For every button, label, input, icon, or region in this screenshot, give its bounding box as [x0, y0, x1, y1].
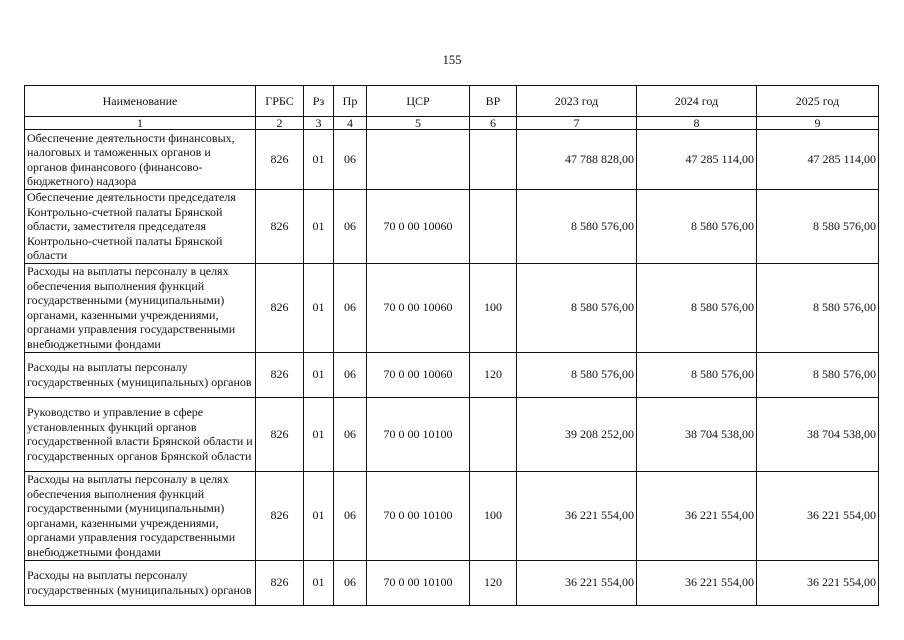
row-amount-2024: 36 221 554,00: [637, 560, 757, 605]
row-name: Обеспечение деятельности председателя Контрольно-счетной палаты Брянской области, заместителя председателя Контрольно-счетной палаты Брянской области: [25, 190, 256, 264]
row-vr: 100: [470, 263, 517, 352]
row-vr: 100: [470, 471, 517, 560]
row-vr: [470, 190, 517, 264]
page-number: 155: [442, 53, 462, 67]
row-grbs: 826: [256, 130, 304, 190]
row-amount-2025: 8 580 576,00: [757, 263, 879, 352]
row-amount-2023: 8 580 576,00: [517, 352, 637, 397]
row-amount-2023: 47 788 828,00: [517, 130, 637, 190]
row-rz: 01: [304, 190, 334, 264]
table-row: [25, 263, 879, 352]
column-number: 9: [757, 117, 879, 130]
row-name: Расходы на выплаты персоналу в целях обеспечения выполнения функций государственными (муниципальными) органами, казенными учреждениями, органами управления государственными внебюджетными фондами: [25, 263, 256, 352]
row-pr: 06: [334, 471, 367, 560]
row-csr: 70 0 00 10100: [367, 397, 470, 471]
column-number: 1: [25, 117, 256, 130]
row-amount-2025: 8 580 576,00: [757, 352, 879, 397]
row-rz: 01: [304, 397, 334, 471]
row-csr: 70 0 00 10100: [367, 560, 470, 605]
column-number: 5: [367, 117, 470, 130]
row-amount-2024: 8 580 576,00: [637, 263, 757, 352]
row-amount-2023: 8 580 576,00: [517, 263, 637, 352]
row-pr: 06: [334, 130, 367, 190]
row-grbs: 826: [256, 397, 304, 471]
row-amount-2023: 36 221 554,00: [517, 471, 637, 560]
row-grbs: 826: [256, 471, 304, 560]
table-row: [25, 471, 879, 560]
row-name: Расходы на выплаты персоналу государственных (муниципальных) органов: [25, 352, 256, 397]
row-rz: 01: [304, 263, 334, 352]
row-amount-2024: 38 704 538,00: [637, 397, 757, 471]
row-amount-2025: 47 285 114,00: [757, 130, 879, 190]
row-csr: 70 0 00 10060: [367, 190, 470, 264]
row-rz: 01: [304, 560, 334, 605]
table-row: [25, 397, 879, 471]
header-2023: 2023 год: [517, 86, 637, 117]
table-row: [25, 190, 879, 264]
row-pr: 06: [334, 190, 367, 264]
row-amount-2023: 36 221 554,00: [517, 560, 637, 605]
header-row: [25, 86, 879, 117]
row-amount-2025: 36 221 554,00: [757, 471, 879, 560]
row-csr: 70 0 00 10060: [367, 263, 470, 352]
row-vr: 120: [470, 560, 517, 605]
row-amount-2024: 36 221 554,00: [637, 471, 757, 560]
row-pr: 06: [334, 560, 367, 605]
column-number: 6: [470, 117, 517, 130]
row-amount-2024: 8 580 576,00: [637, 352, 757, 397]
row-grbs: 826: [256, 190, 304, 264]
row-amount-2024: 47 285 114,00: [637, 130, 757, 190]
row-amount-2024: 8 580 576,00: [637, 190, 757, 264]
row-pr: 06: [334, 352, 367, 397]
table-row: [25, 352, 879, 397]
row-amount-2025: 38 704 538,00: [757, 397, 879, 471]
row-grbs: 826: [256, 263, 304, 352]
header-2024: 2024 год: [637, 86, 757, 117]
row-pr: 06: [334, 263, 367, 352]
row-name: Руководство и управление в сфере установленных функций органов государственной власти Брянской области и государственных органов Брянской области: [25, 397, 256, 471]
row-grbs: 826: [256, 352, 304, 397]
row-amount-2023: 8 580 576,00: [517, 190, 637, 264]
row-amount-2025: 36 221 554,00: [757, 560, 879, 605]
row-vr: 120: [470, 352, 517, 397]
column-number: 3: [304, 117, 334, 130]
header-2025: 2025 год: [757, 86, 879, 117]
row-name: Расходы на выплаты персоналу в целях обеспечения выполнения функций государственными (муниципальными) органами, казенными учреждениями, органами управления государственными внебюджетными фондами: [25, 471, 256, 560]
row-grbs: 826: [256, 560, 304, 605]
table-row: [25, 130, 879, 190]
row-csr: [367, 130, 470, 190]
row-csr: 70 0 00 10100: [367, 471, 470, 560]
row-name: Расходы на выплаты персоналу государственных (муниципальных) органов: [25, 560, 256, 605]
header-pr: Пр: [334, 86, 367, 117]
column-number: 7: [517, 117, 637, 130]
header-name: Наименование: [25, 86, 256, 117]
header-csr: ЦСР: [367, 86, 470, 117]
row-csr: 70 0 00 10060: [367, 352, 470, 397]
row-rz: 01: [304, 352, 334, 397]
row-rz: 01: [304, 471, 334, 560]
column-number: 2: [256, 117, 304, 130]
row-vr: [470, 397, 517, 471]
row-rz: 01: [304, 130, 334, 190]
header-grbs: ГРБС: [256, 86, 304, 117]
column-number-row: [25, 117, 879, 130]
column-number: 8: [637, 117, 757, 130]
column-number: 4: [334, 117, 367, 130]
header-vr: ВР: [470, 86, 517, 117]
row-vr: [470, 130, 517, 190]
budget-table: [24, 85, 879, 606]
row-amount-2025: 8 580 576,00: [757, 190, 879, 264]
table-row: [25, 560, 879, 605]
row-name: Обеспечение деятельности финансовых, налоговых и таможенных органов и органов финансового (финансово-бюджетного) надзора: [25, 130, 256, 190]
row-amount-2023: 39 208 252,00: [517, 397, 637, 471]
header-rz: Рз: [304, 86, 334, 117]
row-pr: 06: [334, 397, 367, 471]
